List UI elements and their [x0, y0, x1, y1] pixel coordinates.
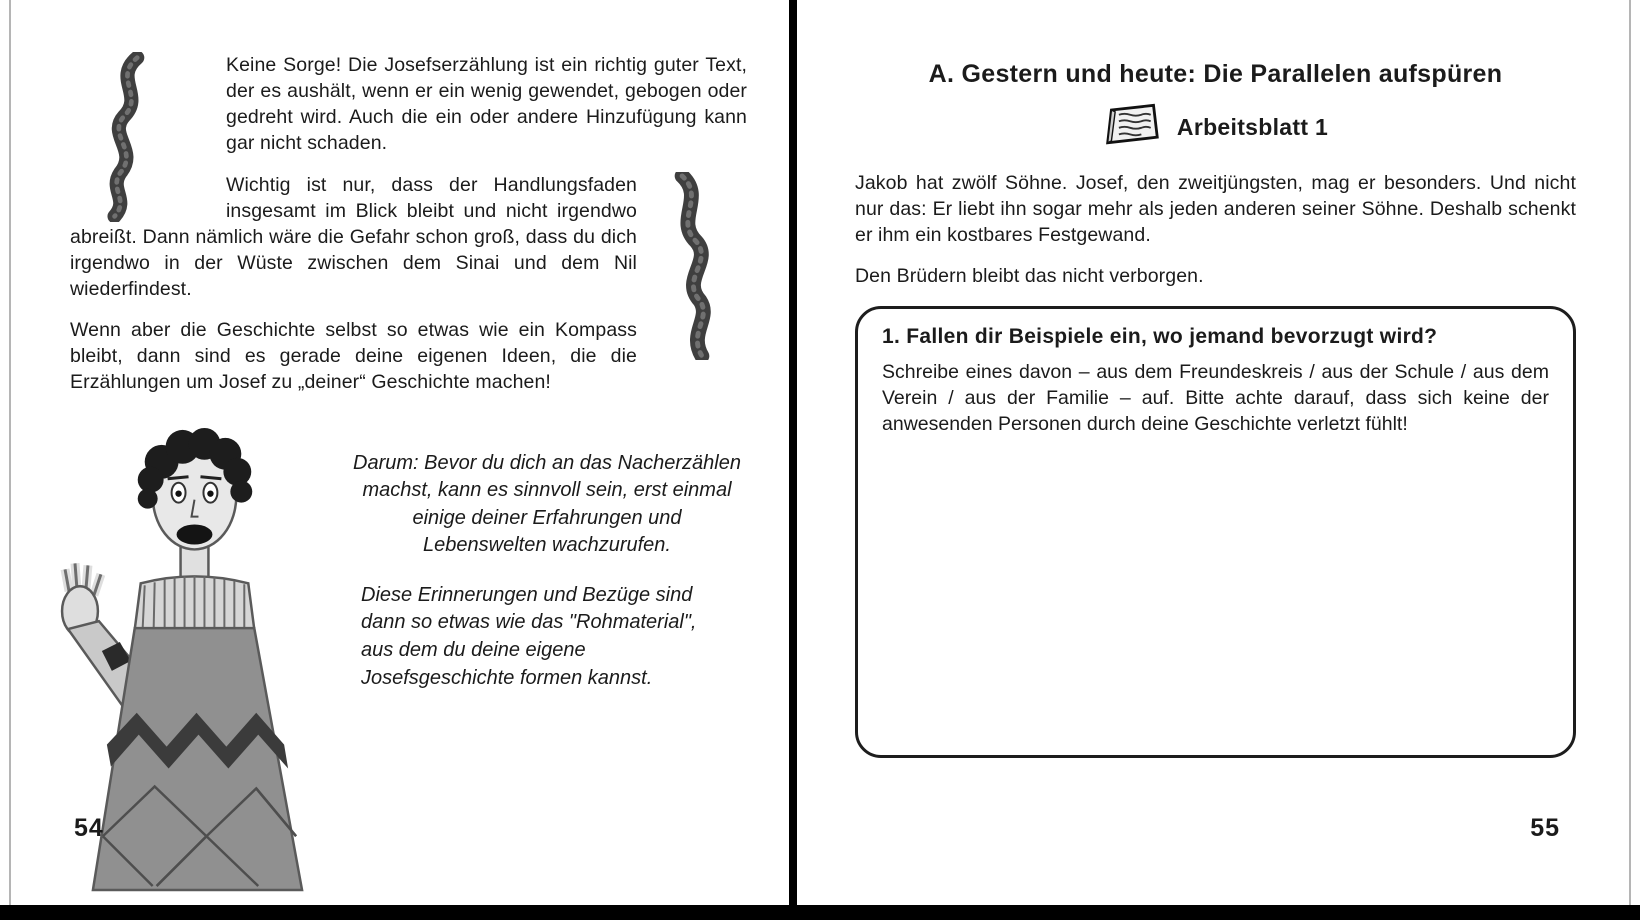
- paragraph: Wenn aber die Geschichte selbst so etwas wie ein Kompass bleibt, dann sind es gerade deine eigenen Ideen, die die Erzählungen um Josef zu „deiner“ Geschichte machen!: [70, 319, 637, 394]
- branch-squiggle-icon: [651, 172, 747, 360]
- figure-and-notes-row: [70, 414, 747, 897]
- note-text: Diese Erinnerungen und Bezüge sind dann so etwas wie das "Rohmaterial", aus dem du deine eigene Josefsgeschichte formen kannst.: [361, 583, 697, 689]
- paragraph: Keine Sorge! Die Josefserzählung ist ein richtig guter Text, der es aushält, wenn er ein wenig gewendet, gebogen oder gedreht wird. Auch die ein oder andere Hinzufügung kann gar nicht schaden.: [226, 54, 747, 155]
- note-text: Darum: Bevor du dich an das Nacherzählen machst, kann es sinnvoll sein, erst einmal einige deiner Erfahrungen und Lebenswelten wachzurufen.: [353, 451, 741, 557]
- paragraph: Wichtig ist nur, dass der Handlungsfaden insgesamt im Blick bleibt und nicht irgendwo abreißt. Dann nämlich wäre die Gefahr schon groß, dass du dich irgendwo in der Wüste zwischen dem Sinai und dem Nil wiederfindest.: [70, 173, 637, 300]
- scan-bottom-edge: [0, 905, 1640, 920]
- scan-edge-right: [1629, 0, 1631, 920]
- page-right-content: [855, 52, 1576, 758]
- paragraph: Jakob hat zwölf Söhne. Josef, den zweitjüngsten, mag er besonders. Und nicht nur das: Er liebt ihn sogar mehr als jeden anderen seiner Söhne. Deshalb schenkt er ihm ein kostbares Festgewand.: [855, 172, 1576, 247]
- section-heading: A. Gestern und heute: Die Parallelen aufspüren: [928, 60, 1503, 88]
- worksheet-paper-icon: [1103, 103, 1161, 152]
- branch-squiggle-icon: [70, 52, 212, 204]
- page-number-left: 54: [74, 814, 104, 842]
- page-left: [12, 0, 789, 905]
- worksheet-header: [855, 103, 1576, 152]
- page-left-content: [70, 52, 747, 897]
- worksheet-label: Arbeitsblatt 1: [1176, 114, 1329, 140]
- task-box: [855, 306, 1576, 758]
- page-number-right: 55: [1530, 814, 1560, 842]
- task-instructions: Schreibe eines davon – aus dem Freundeskreis / aus der Schule / aus dem Verein / aus der Familie – auf. Bitte achte darauf, dass sich keine der anwesenden Personen durch deine Geschichte verletzt fühlt!: [882, 360, 1549, 435]
- margin-notes: [347, 414, 747, 897]
- scan-edge-left: [9, 0, 11, 920]
- task-title: 1. Fallen dir Beispiele ein, wo jemand bevorzugt wird?: [882, 324, 1438, 348]
- paragraph: Den Brüdern bleibt das nicht verborgen.: [855, 265, 1204, 288]
- page-gutter-divider: [789, 0, 797, 920]
- page-right: [797, 0, 1628, 905]
